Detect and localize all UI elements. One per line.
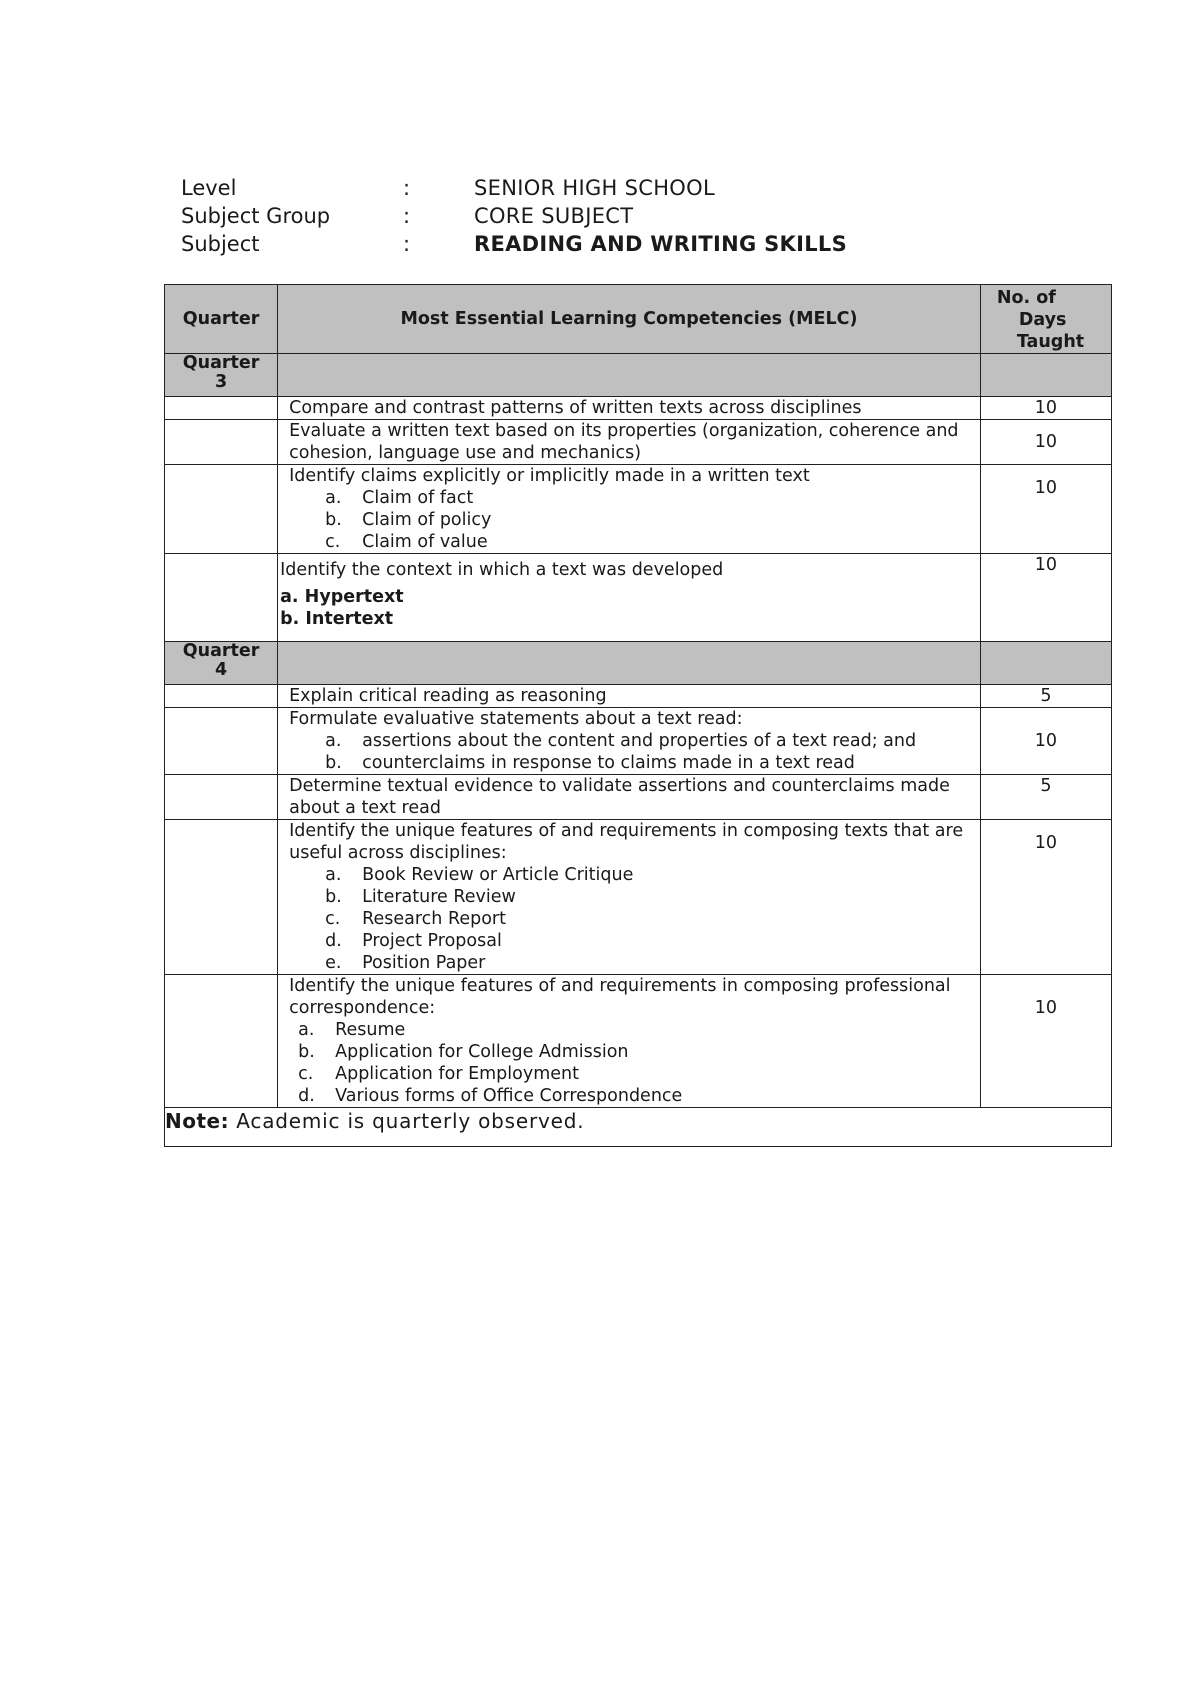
item-letter: b. xyxy=(325,887,342,907)
table-row xyxy=(165,420,1112,465)
header-colon: : xyxy=(403,232,411,256)
quarter-label-line: 4 xyxy=(214,660,228,680)
competency-cell: Determine textual evidence to validate assertions and counterclaims made about a text read xyxy=(278,775,981,820)
item-text: Various forms of Office Correspondence xyxy=(335,1086,683,1106)
header-label: Level xyxy=(181,176,237,200)
note-text: Academic is quarterly observed. xyxy=(229,1109,585,1133)
item-letter: d. xyxy=(298,1086,315,1106)
competency-cell: Explain critical reading as reasoning xyxy=(278,685,981,708)
item-letter: b. xyxy=(325,510,342,530)
item-letter: c. xyxy=(298,1064,314,1084)
days-cell: 10 xyxy=(980,465,1111,554)
item-text: Application for College Admission xyxy=(335,1042,629,1062)
header-label: Subject Group xyxy=(181,204,331,228)
quarter-cell xyxy=(165,685,278,708)
list-item xyxy=(280,586,980,608)
item-text: Research Report xyxy=(362,909,506,929)
document-header xyxy=(181,174,1081,258)
note-cell xyxy=(165,1108,1112,1147)
header-colon: : xyxy=(403,176,411,200)
list-item xyxy=(298,1063,980,1085)
quarter-blank-cell xyxy=(980,354,1111,397)
header-label: Subject xyxy=(181,232,260,256)
quarter-cell xyxy=(165,775,278,820)
quarter-cell xyxy=(165,397,278,420)
item-letter: c. xyxy=(325,532,341,552)
table-row xyxy=(165,685,1112,708)
competency-subitems xyxy=(289,1019,980,1107)
table-row xyxy=(165,708,1112,775)
competency-subitems xyxy=(289,730,980,774)
days-cell: 10 xyxy=(980,975,1111,1108)
competency-subitems xyxy=(289,487,980,553)
item-text: Resume xyxy=(335,1020,406,1040)
header-value: CORE SUBJECT xyxy=(474,204,634,228)
quarter-label xyxy=(165,642,278,685)
days-cell: 10 xyxy=(980,420,1111,465)
quarter-blank-cell xyxy=(980,642,1111,685)
quarter-blank-cell xyxy=(278,354,981,397)
item-text: Intertext xyxy=(305,609,394,629)
table-row xyxy=(165,465,1112,554)
list-item xyxy=(325,930,980,952)
item-letter: a. xyxy=(325,488,342,508)
quarter-cell xyxy=(165,554,278,642)
item-letter: e. xyxy=(325,953,342,973)
item-text: Position Paper xyxy=(362,953,486,973)
list-item xyxy=(325,730,980,752)
list-item xyxy=(298,1085,980,1107)
competency-text: Identify the unique features of and requirements in composing professional correspondence: xyxy=(289,976,951,1018)
item-text: Claim of policy xyxy=(362,510,492,530)
table-row xyxy=(165,975,1112,1108)
list-item xyxy=(325,908,980,930)
days-cell: 5 xyxy=(980,775,1111,820)
item-text: Book Review or Article Critique xyxy=(362,865,634,885)
column-header-melc: Most Essential Learning Competencies (MELC) xyxy=(278,285,981,354)
header-value: READING AND WRITING SKILLS xyxy=(474,232,848,256)
column-header-quarter: Quarter xyxy=(165,285,278,354)
list-item xyxy=(325,864,980,886)
table-header-row xyxy=(165,285,1112,354)
quarter-blank-cell xyxy=(278,642,981,685)
item-text: Application for Employment xyxy=(335,1064,579,1084)
list-item xyxy=(325,509,980,531)
list-item xyxy=(325,952,980,974)
list-item xyxy=(325,886,980,908)
quarter-label-line: 3 xyxy=(214,372,228,392)
item-text: assertions about the content and properties of a text read; and xyxy=(362,731,917,751)
column-header-days xyxy=(980,285,1111,354)
item-letter: b. xyxy=(298,1042,315,1062)
list-item xyxy=(298,1041,980,1063)
list-item xyxy=(325,752,980,774)
item-text: Hypertext xyxy=(304,587,404,607)
competency-text: Identify the unique features of and requirements in composing texts that are useful across disciplines: xyxy=(289,821,964,863)
list-item xyxy=(325,531,980,553)
note-label: Note: xyxy=(165,1109,230,1133)
quarter-cell xyxy=(165,420,278,465)
competency-cell xyxy=(278,554,981,642)
table-row xyxy=(165,820,1112,975)
competency-cell: Evaluate a written text based on its properties (organization, coherence and cohesion, language use and mechanics) xyxy=(278,420,981,465)
item-text: Project Proposal xyxy=(362,931,502,951)
competency-text: Identify claims explicitly or implicitly made in a written text xyxy=(289,466,810,486)
quarter-row xyxy=(165,354,1112,397)
list-item xyxy=(325,487,980,509)
header-row-subject xyxy=(181,230,1081,258)
days-header-line: No. of xyxy=(996,288,1056,308)
competency-cell xyxy=(278,820,981,975)
competency-text: Identify the context in which a text was developed xyxy=(280,560,724,580)
item-letter: d. xyxy=(325,931,342,951)
days-cell: 10 xyxy=(980,397,1111,420)
item-text: counterclaims in response to claims made in a text read xyxy=(362,753,855,773)
days-cell: 5 xyxy=(980,685,1111,708)
item-letter: a. xyxy=(280,587,299,607)
item-letter: c. xyxy=(325,909,341,929)
competency-cell xyxy=(278,708,981,775)
item-text: Literature Review xyxy=(362,887,516,907)
days-cell: 10 xyxy=(980,820,1111,975)
competency-cell: Compare and contrast patterns of written texts across disciplines xyxy=(278,397,981,420)
item-text: Claim of fact xyxy=(362,488,474,508)
list-item xyxy=(298,1019,980,1041)
table-row xyxy=(165,554,1112,642)
item-text: Claim of value xyxy=(362,532,488,552)
days-header-line: Days xyxy=(1018,310,1067,330)
quarter-cell xyxy=(165,708,278,775)
melc-table xyxy=(164,284,1112,1147)
days-cell: 10 xyxy=(980,554,1111,642)
competency-cell xyxy=(278,465,981,554)
quarter-row xyxy=(165,642,1112,685)
item-letter: a. xyxy=(325,731,342,751)
note-row xyxy=(165,1108,1112,1147)
header-colon: : xyxy=(403,204,411,228)
item-letter: b. xyxy=(325,753,342,773)
quarter-cell xyxy=(165,465,278,554)
competency-text: Formulate evaluative statements about a text read: xyxy=(289,709,743,729)
header-value: SENIOR HIGH SCHOOL xyxy=(474,176,715,200)
item-letter: a. xyxy=(298,1020,315,1040)
days-header-line: Taught xyxy=(1016,332,1085,352)
competency-subitems xyxy=(289,864,980,974)
quarter-label xyxy=(165,354,278,397)
item-letter: a. xyxy=(325,865,342,885)
quarter-cell xyxy=(165,820,278,975)
table-row xyxy=(165,775,1112,820)
list-item xyxy=(280,608,980,630)
header-row-subject-group xyxy=(181,202,1081,230)
quarter-cell xyxy=(165,975,278,1108)
header-row-level xyxy=(181,174,1081,202)
competency-cell xyxy=(278,975,981,1108)
days-cell: 10 xyxy=(980,708,1111,775)
quarter-label-line: Quarter xyxy=(182,353,260,373)
table-row xyxy=(165,397,1112,420)
quarter-label-line: Quarter xyxy=(182,641,260,661)
item-letter: b. xyxy=(280,609,300,629)
